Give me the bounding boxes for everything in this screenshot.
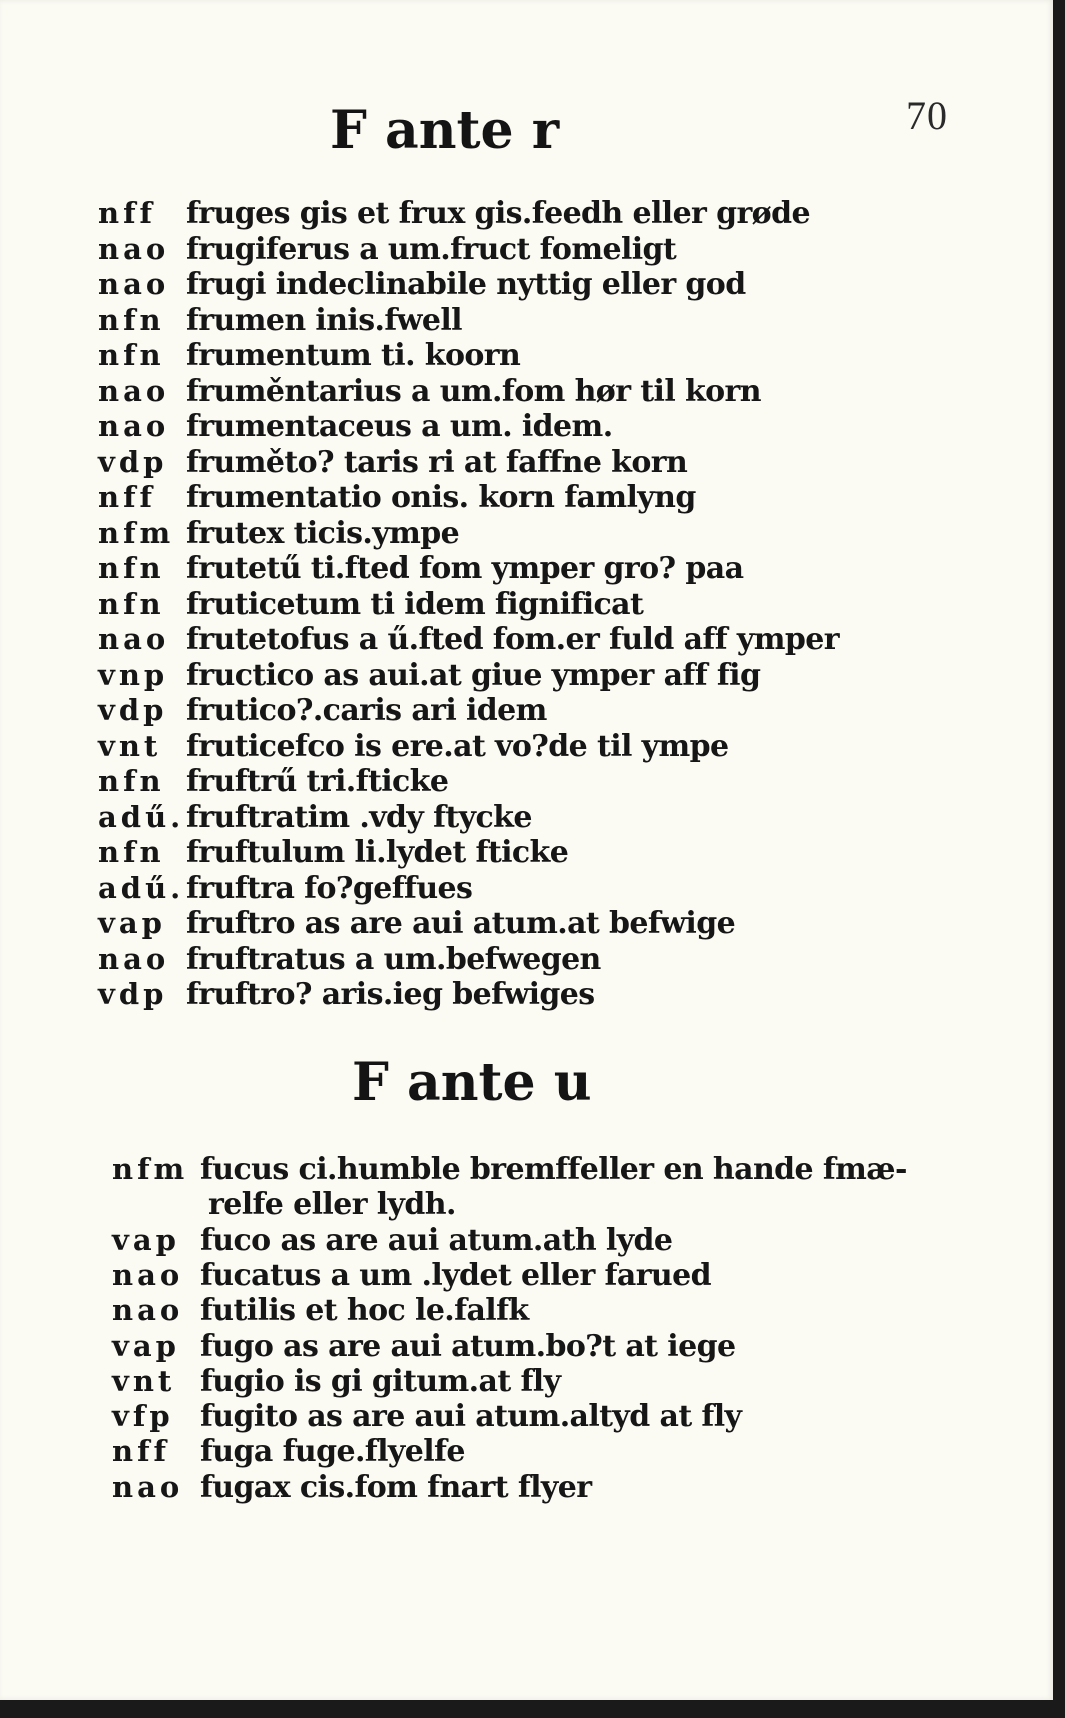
entry-grammar-code: nao bbox=[112, 1469, 184, 1504]
entry-definition: fugio is gi gitum.at fly bbox=[200, 1363, 561, 1399]
entry-definition: fructico as aui.at giue ymper aff fig bbox=[186, 657, 761, 693]
entry-grammar-code: nfn bbox=[98, 302, 165, 337]
entry-definition: fuco as are aui atum.ath lyde bbox=[200, 1222, 673, 1258]
entry-definition: fucus ci.humble bremffeller en hande fmæ- bbox=[200, 1152, 907, 1187]
entry-grammar-code: adű. bbox=[98, 799, 185, 834]
entry-definition: fruměto? taris ri at faffne korn bbox=[186, 444, 688, 480]
entry-grammar-code: nff bbox=[98, 196, 157, 230]
entry-grammar-code: nao bbox=[98, 267, 170, 301]
page-number: 70 bbox=[906, 93, 948, 138]
entry-definition: fruftra fo?geffues bbox=[186, 870, 473, 906]
entry-grammar-code: nao bbox=[98, 231, 170, 266]
entry-grammar-code: vap bbox=[112, 1328, 180, 1363]
entry-grammar-code: nff bbox=[112, 1434, 171, 1469]
entry-grammar-code: nfn bbox=[98, 835, 165, 869]
entry-definition: frutetű ti.fted fom ymper gro? paa bbox=[186, 551, 744, 586]
section-heading-f-ante-u: F ante u bbox=[352, 1052, 592, 1113]
entry-definition: fugax cis.fom fnart flyer bbox=[200, 1469, 592, 1505]
entry-grammar-code: vnt bbox=[112, 1363, 176, 1398]
entry-grammar-code: vnp bbox=[98, 657, 169, 692]
entry-grammar-code: nao bbox=[112, 1257, 184, 1292]
entry-grammar-code: vfp bbox=[112, 1399, 174, 1434]
entry-definition: fucatus a um .lydet eller farued bbox=[200, 1257, 711, 1293]
entry-definition: frugiferus a um.fruct fomeligt bbox=[186, 231, 677, 267]
entry-definition: fruticefco is ere.at vo?de til ympe bbox=[186, 728, 729, 764]
entry-grammar-code: adű. bbox=[98, 870, 185, 905]
entry-definition: fruftulum li.lydet fticke bbox=[186, 835, 569, 870]
entry-grammar-code: vap bbox=[112, 1222, 180, 1257]
entry-grammar-code: nao bbox=[98, 622, 170, 656]
entry-definition: frumentatio onis. korn famlyng bbox=[186, 480, 696, 515]
entry-grammar-code: vap bbox=[98, 906, 166, 940]
entry-definition: fruftratus a um.befwegen bbox=[186, 941, 601, 977]
entry-definition-continuation: relfe eller lydh. bbox=[208, 1187, 456, 1223]
entry-definition: frutex ticis.ympe bbox=[186, 515, 460, 551]
entry-grammar-code: nao bbox=[98, 373, 170, 408]
entry-grammar-code: nfn bbox=[98, 586, 165, 621]
entry-definition: frumen inis.fwell bbox=[186, 302, 462, 338]
entry-grammar-code: nff bbox=[98, 480, 157, 514]
entry-grammar-code: vnt bbox=[98, 728, 162, 763]
entry-grammar-code: vdp bbox=[98, 977, 168, 1011]
entry-definition: fugo as are aui atum.bo?t at iege bbox=[200, 1328, 736, 1364]
entry-definition: fruftratim .vdy ftycke bbox=[186, 799, 532, 835]
entry-grammar-code: nfm bbox=[98, 515, 175, 550]
section-heading-f-ante-r: F ante r bbox=[330, 100, 560, 161]
entry-definition: frutico?.caris ari idem bbox=[186, 693, 547, 728]
entry-grammar-code: vdp bbox=[98, 693, 168, 727]
entry-definition: frugi indeclinabile nyttig eller god bbox=[186, 267, 746, 302]
entry-definition: frutetofus a ű.fted fom.er fuld aff ymper bbox=[186, 622, 839, 657]
entry-definition: frumentum ti. koorn bbox=[186, 338, 521, 373]
entry-definition: frumentaceus a um. idem. bbox=[186, 409, 613, 444]
entry-definition: fuga fuge.flyelfe bbox=[200, 1434, 465, 1470]
entry-grammar-code: nao bbox=[98, 409, 170, 443]
entry-grammar-code: nao bbox=[98, 941, 170, 976]
entry-definition: fruges gis et frux gis.feedh eller grøde bbox=[186, 196, 810, 231]
entry-definition: fruměntarius a um.fom hør til korn bbox=[186, 373, 761, 409]
entry-grammar-code: vdp bbox=[98, 444, 168, 479]
entry-definition: fruftro? aris.ieg befwiges bbox=[186, 977, 595, 1012]
entry-grammar-code: nfn bbox=[98, 551, 165, 585]
entry-definition: futilis et hoc le.falfk bbox=[200, 1293, 529, 1329]
entry-grammar-code: nfn bbox=[98, 338, 165, 372]
entry-grammar-code: nao bbox=[112, 1293, 184, 1328]
entry-grammar-code: nfm bbox=[112, 1152, 189, 1186]
entry-grammar-code: nfn bbox=[98, 764, 165, 798]
entry-definition: fruticetum ti idem fignificat bbox=[186, 586, 644, 622]
entry-definition: fruftrű tri.fticke bbox=[186, 764, 449, 799]
entry-definition: fugito as are aui atum.altyd at fly bbox=[200, 1399, 742, 1435]
entry-definition: fruftro as are aui atum.at befwige bbox=[186, 906, 736, 941]
